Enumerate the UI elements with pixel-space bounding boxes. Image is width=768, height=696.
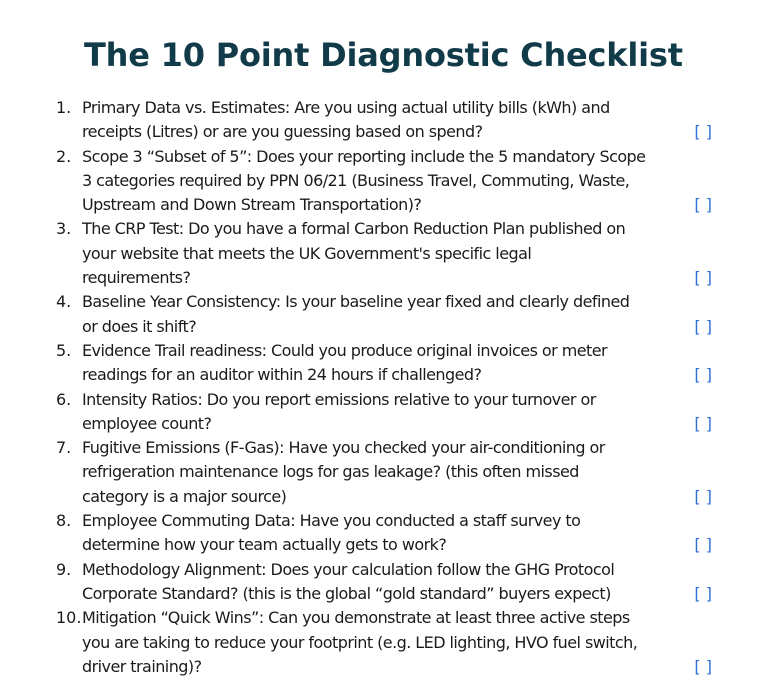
item-text-line xyxy=(82,558,768,582)
checklist-item-8 xyxy=(0,509,768,558)
item-text: your website that meets the UK Government's specific legal xyxy=(82,243,532,263)
checkbox[interactable]: [ ] xyxy=(694,365,712,385)
item-text-line xyxy=(82,290,768,314)
checkbox[interactable]: [ ] xyxy=(694,656,712,676)
item-number: 3. xyxy=(56,219,72,239)
checkbox[interactable]: [ ] xyxy=(694,486,712,506)
checkbox[interactable]: [ ] xyxy=(694,122,712,142)
item-number: 6. xyxy=(56,389,72,409)
item-text-line xyxy=(82,120,712,144)
checklist-item-4 xyxy=(0,290,768,339)
item-number: 7. xyxy=(56,438,72,458)
item-text-line xyxy=(82,485,712,509)
item-text: receipts (Litres) or are you guessing based on spend? xyxy=(82,122,483,142)
item-text-line xyxy=(82,533,712,557)
item-text: determine how your team actually gets to work? xyxy=(82,535,447,555)
item-text: Scope 3 “Subset of 5”: Does your reporting include the 5 mandatory Scope xyxy=(82,146,646,166)
checklist-item-5 xyxy=(0,339,768,388)
item-text-line xyxy=(82,96,768,120)
item-text-line xyxy=(82,436,768,460)
item-number: 1. xyxy=(56,98,72,117)
checklist-item-7 xyxy=(0,436,768,509)
checkbox[interactable]: [ ] xyxy=(694,268,712,288)
item-text: Baseline Year Consistency: Is your baseline year fixed and clearly defined xyxy=(82,292,630,312)
checkbox[interactable]: [ ] xyxy=(694,316,712,336)
item-number: 5. xyxy=(56,340,72,360)
item-text-line xyxy=(82,412,712,436)
item-text: driver training)? xyxy=(82,656,202,676)
item-number: 2. xyxy=(56,146,72,166)
item-text: The CRP Test: Do you have a formal Carbon Reduction Plan published on xyxy=(82,219,626,239)
item-text: employee count? xyxy=(82,413,212,433)
item-text-line xyxy=(82,606,768,630)
checkbox[interactable]: [ ] xyxy=(694,535,712,555)
item-text: refrigeration maintenance logs for gas leakage? (this often missed xyxy=(82,462,579,482)
checklist-item-2 xyxy=(0,145,768,218)
checklist-item-10 xyxy=(0,606,768,679)
item-text-line xyxy=(82,509,768,533)
checkbox[interactable]: [ ] xyxy=(694,195,712,215)
item-text: Primary Data vs. Estimates: Are you using actual utility bills (kWh) and xyxy=(82,98,610,117)
item-text-line xyxy=(82,388,768,412)
item-text-line xyxy=(82,582,712,606)
item-text-line xyxy=(82,315,712,339)
item-text-line xyxy=(82,339,768,363)
checklist-item-3 xyxy=(0,217,768,290)
item-text: readings for an auditor within 24 hours if challenged? xyxy=(82,365,482,385)
checkbox[interactable]: [ ] xyxy=(694,583,712,603)
item-text: 3 categories required by PPN 06/21 (Business Travel, Commuting, Waste, xyxy=(82,170,630,190)
item-text: Methodology Alignment: Does your calculation follow the GHG Protocol xyxy=(82,559,615,579)
item-text: requirements? xyxy=(82,268,191,288)
checklist-item-6 xyxy=(0,388,768,437)
item-text: you are taking to reduce your footprint (e.g. LED lighting, HVO fuel switch, xyxy=(82,632,638,652)
item-text-line xyxy=(82,193,712,217)
item-text-line xyxy=(82,169,768,193)
checklist-item-9 xyxy=(0,558,768,607)
item-text: Fugitive Emissions (F-Gas): Have you checked your air-conditioning or xyxy=(82,438,605,458)
item-text-line xyxy=(82,217,768,241)
item-number: 9. xyxy=(56,559,72,579)
item-number: 8. xyxy=(56,511,72,531)
item-text-line xyxy=(82,266,712,290)
item-text: Evidence Trail readiness: Could you produce original invoices or meter xyxy=(82,340,608,360)
item-text: Corporate Standard? (this is the global “gold standard” buyers expect) xyxy=(82,583,611,603)
diagnostic-checklist xyxy=(0,96,768,679)
item-text-line xyxy=(82,242,768,266)
item-text: category is a major source) xyxy=(82,486,287,506)
item-text-line xyxy=(82,631,768,655)
item-text: or does it shift? xyxy=(82,316,197,336)
item-text: Employee Commuting Data: Have you conducted a staff survey to xyxy=(82,511,581,531)
item-text: Mitigation “Quick Wins”: Can you demonstrate at least three active steps xyxy=(82,608,630,628)
item-text-line xyxy=(82,460,768,484)
item-number: 4. xyxy=(56,292,72,312)
item-text-line xyxy=(82,655,712,679)
item-text: Upstream and Down Stream Transportation)? xyxy=(82,195,422,215)
page-title: The 10 Point Diagnostic Checklist xyxy=(84,36,683,74)
item-number: 10. xyxy=(56,608,82,628)
item-text-line xyxy=(82,145,768,169)
checklist-item-1 xyxy=(0,96,768,145)
checkbox[interactable]: [ ] xyxy=(694,413,712,433)
item-text: Intensity Ratios: Do you report emissions relative to your turnover or xyxy=(82,389,596,409)
item-text-line xyxy=(82,363,712,387)
